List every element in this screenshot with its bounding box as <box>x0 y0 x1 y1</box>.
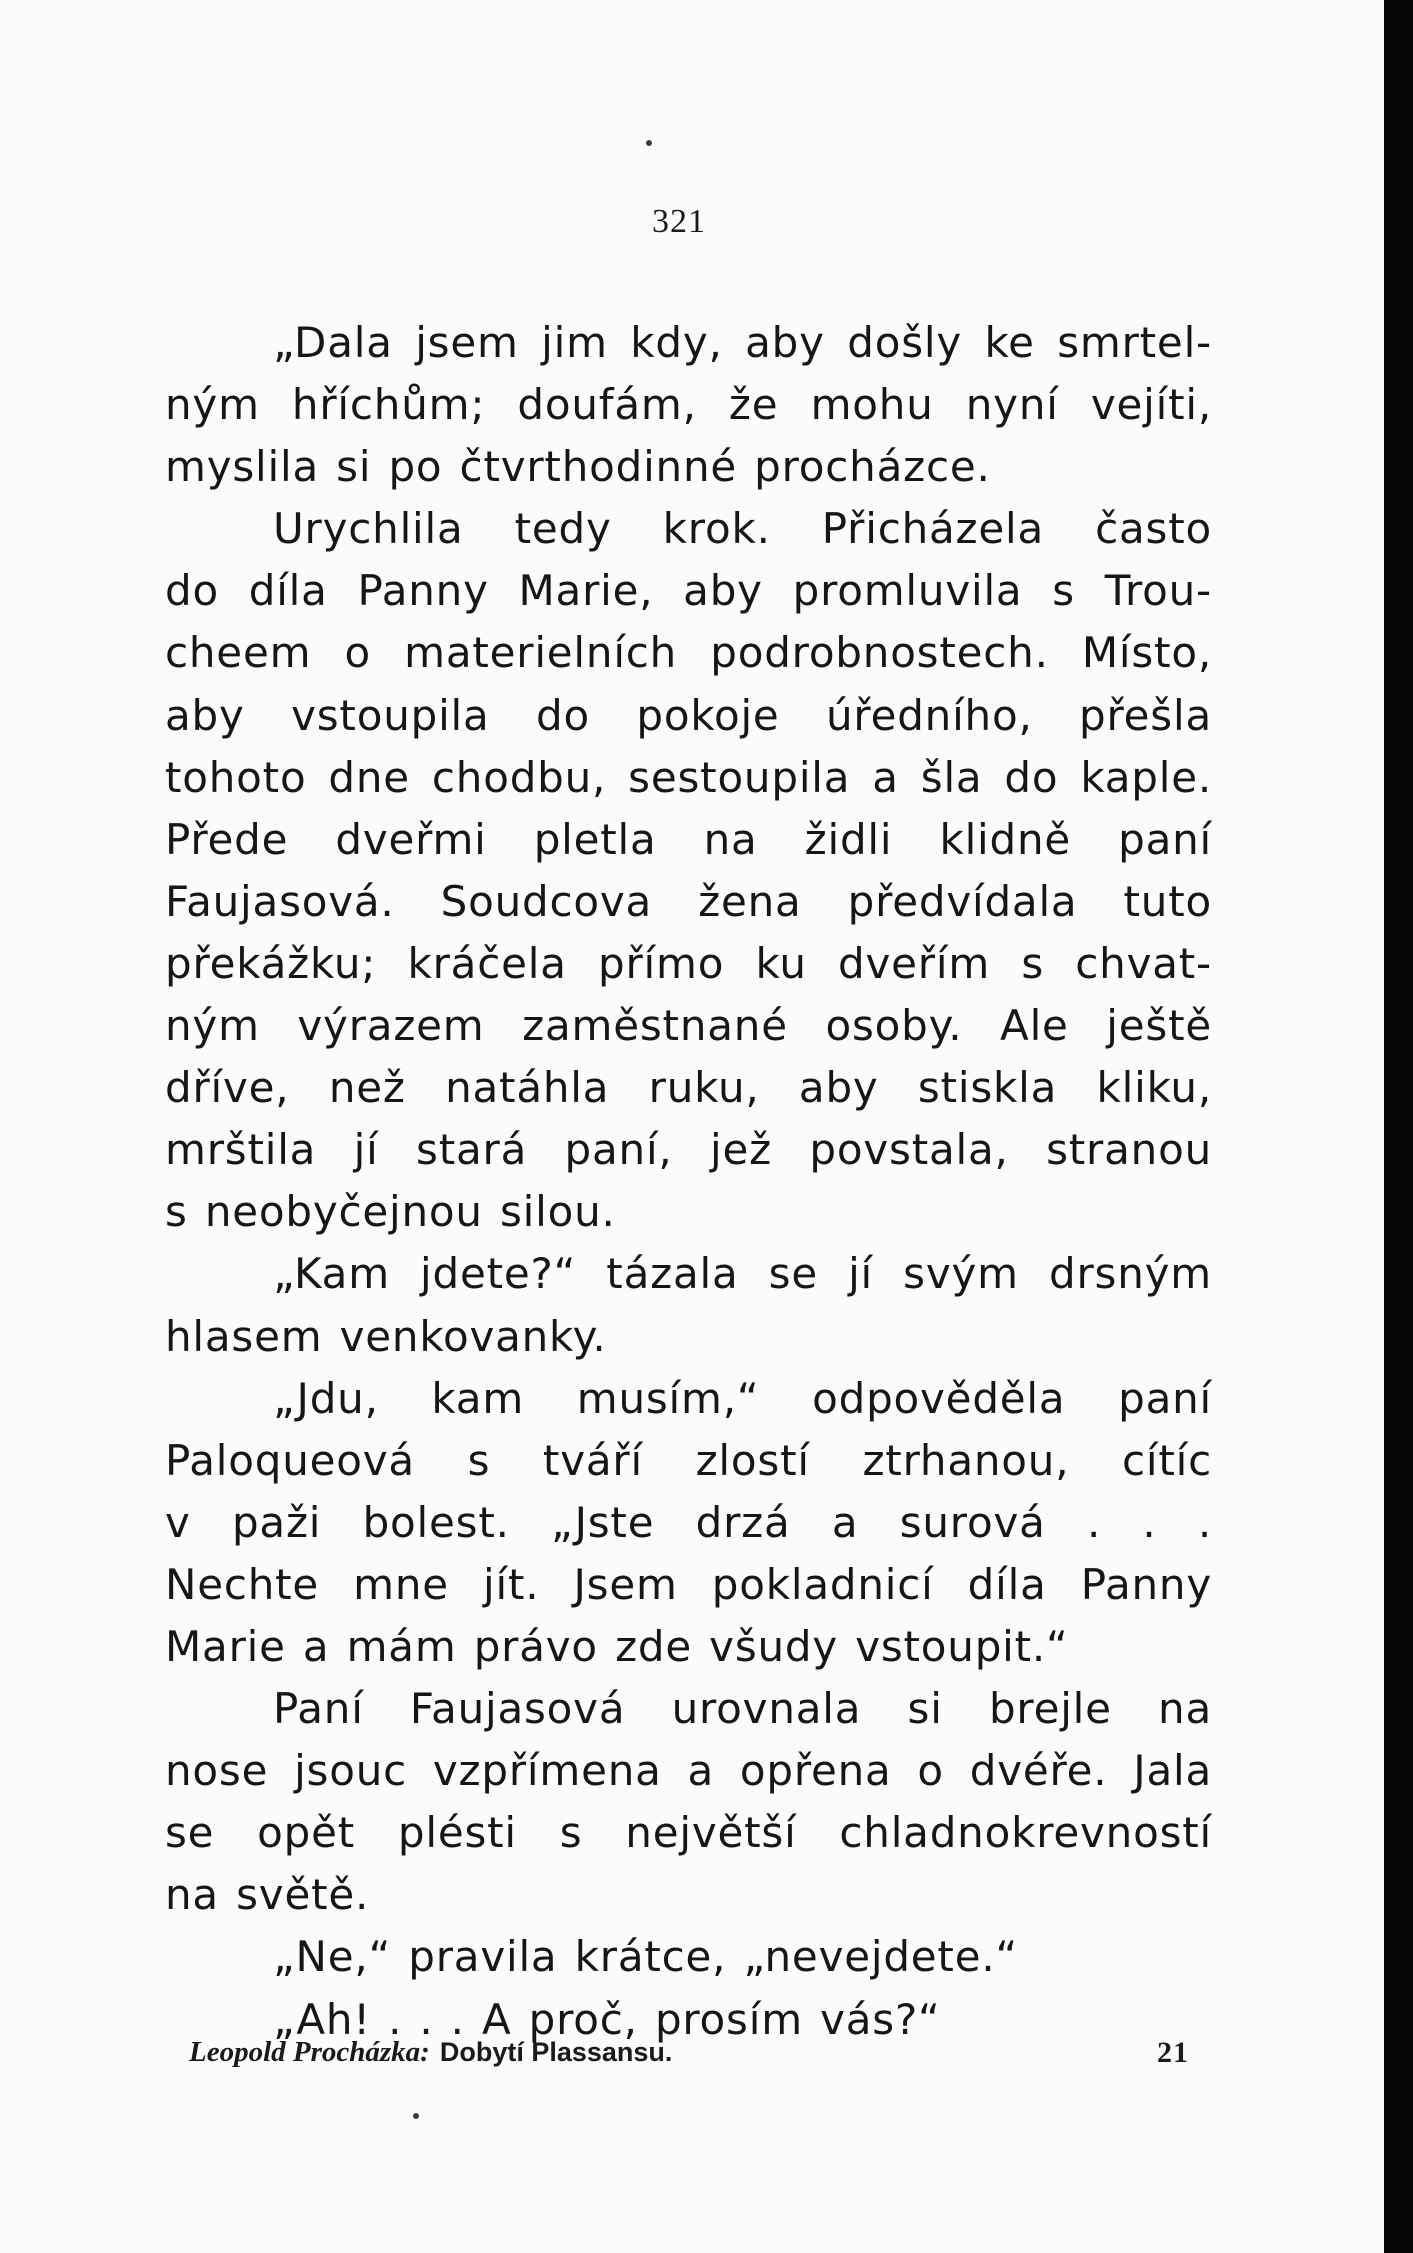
page-footer <box>189 2036 1189 2086</box>
speck-top <box>646 140 652 146</box>
text-line: na světě. <box>165 1870 370 1920</box>
footer-sheet-number: 21 <box>1157 2036 1189 2069</box>
text-line: s neobyčejnou silou. <box>165 1187 616 1237</box>
text-line: mrštila jí stará paní, jež povstala, stranou <box>165 1125 1212 1175</box>
text-line: cheem o materielních podrobnostech. Místo, <box>165 628 1212 678</box>
text-line: „Ne,“ pravila krátce, „nevejdete.“ <box>273 1932 1019 1982</box>
text-line: nose jsouc vzpřímena a opřena o dvéře. Jala <box>165 1746 1212 1796</box>
speck-bottom <box>413 2113 419 2119</box>
text-line: překážku; kráčela přímo ku dveřím s chvat- <box>165 938 1212 988</box>
text-line: myslila si po čtvrthodinné procházce. <box>165 442 991 492</box>
text-line: Přede dveřmi pletla na židli klidně paní <box>165 814 1212 864</box>
text-line: se opět plésti s největší chladnokrevností <box>165 1808 1212 1858</box>
text-line: do díla Panny Marie, aby promluvila s Trou- <box>165 566 1212 616</box>
text-line: dříve, než natáhla ruku, aby stiskla kliku, <box>165 1063 1212 1113</box>
text-line: ným výrazem zaměstnané osoby. Ale ještě <box>165 1001 1212 1051</box>
text-line: Nechte mne jít. Jsem pokladnicí díla Panny <box>165 1559 1212 1609</box>
text-line: tohoto dne chodbu, sestoupila a šla do kaple. <box>165 752 1212 802</box>
text-line: „Kam jdete?“ tázala se jí svým drsným <box>273 1249 1212 1299</box>
text-line: „Dala jsem jim kdy, aby došly ke smrtel- <box>273 318 1212 367</box>
footer-author: Leopold Procházka: <box>189 2036 430 2068</box>
text-line: „Jdu, kam musím,“ odpověděla paní <box>273 1373 1212 1423</box>
text-line: aby vstoupila do pokoje úředního, přešla <box>165 690 1212 740</box>
text-line: Paní Faujasová urovnala si brejle na <box>273 1684 1212 1734</box>
text-line: ným hříchům; doufám, že mohu nyní vejíti, <box>165 380 1212 430</box>
text-line: v paži bolest. „Jste drzá a surová . . . <box>165 1497 1212 1547</box>
text-line: Marie a mám právo zde všudy vstoupit.“ <box>165 1621 1069 1671</box>
page-edge <box>1384 0 1413 2253</box>
text-line: „Ah! . . . A proč, prosím vás?“ <box>273 1994 941 2044</box>
text-line: Paloqueová s tváří zlostí ztrhanou, cítíc <box>165 1435 1212 1485</box>
text-line: Urychlila tedy krok. Přicházela často <box>273 504 1212 554</box>
text-line: Faujasová. Soudcova žena předvídala tuto <box>165 876 1212 926</box>
text-line: hlasem venkovanky. <box>165 1311 607 1361</box>
body-text <box>165 312 1212 2051</box>
page-number: 321 <box>652 203 706 240</box>
footer-title: Dobytí Plassansu. <box>439 2037 673 2067</box>
